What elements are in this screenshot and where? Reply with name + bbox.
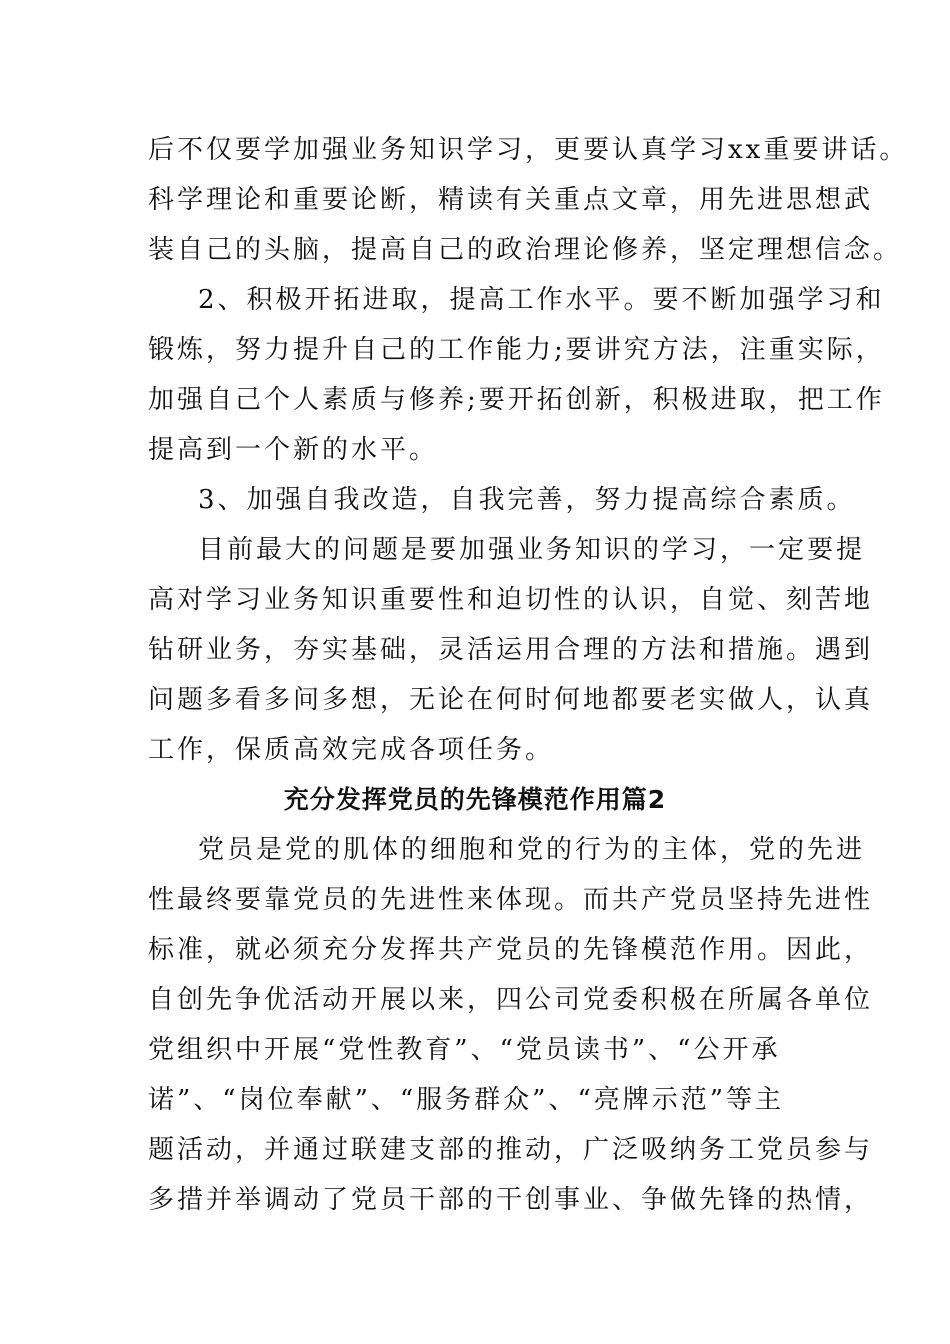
text-line: 后不仅要学加强业务知识学习，更要认真学习xx重要讲话。 [148,135,909,165]
text-line: 工作，保质高效完成各项任务。 [148,735,555,765]
text-line: 自创先争优活动开展以来，四公司党委积极在所属各单位 [148,985,874,1015]
text-line: 标准，就必须充分发挥共产党员的先锋模范作用。因此， [148,935,874,965]
text-line: 诺”、“岗位奉献”、“服务群众”、“亮牌示范”等主 [148,1085,785,1115]
text-line: 3、加强自我改造，自我完善，努力提高综合素质。 [198,485,856,515]
text-line: 党员是党的肌体的细胞和党的行为的主体，党的先进 [198,835,866,865]
text-line: 题活动，并通过联建支部的推动，广泛吸纳务工党员参与 [148,1135,874,1165]
section-heading: 充分发挥党员的先锋模范作用篇2 [283,785,667,814]
text-line: 党组织中开展“党性教育”、“党员读书”、“公开承 [148,1035,781,1065]
text-line: 锻炼，努力提升自己的工作能力;要讲究方法，注重实际， [148,335,885,365]
text-line: 钻研业务，夯实基础，灵活运用合理的方法和措施。遇到 [148,635,874,665]
text-line: 科学理论和重要论断，精读有关重点文章，用先进思想武 [148,185,874,215]
text-line: 多措并举调动了党员干部的干创事业、争做先锋的热情， [148,1185,874,1215]
text-line: 高对学习业务知识重要性和迫切性的认识，自觉、刻苦地 [148,585,874,615]
text-line: 提高到一个新的水平。 [148,435,439,465]
text-line: 问题多看多问多想，无论在何时何地都要老实做人，认真 [148,685,874,715]
text-line: 2、积极开拓进取，提高工作水平。要不断加强学习和 [198,285,885,315]
text-line: 加强自己个人素质与修养;要开拓创新，积极进取，把工作 [148,385,885,415]
text-line: 性最终要靠党员的先进性来体现。而共产党员坚持先进性 [148,885,874,915]
text-line: 装自己的头脑，提高自己的政治理论修养，坚定理想信念。 [148,235,903,265]
text-line: 目前最大的问题是要加强业务知识的学习，一定要提 [198,535,866,565]
